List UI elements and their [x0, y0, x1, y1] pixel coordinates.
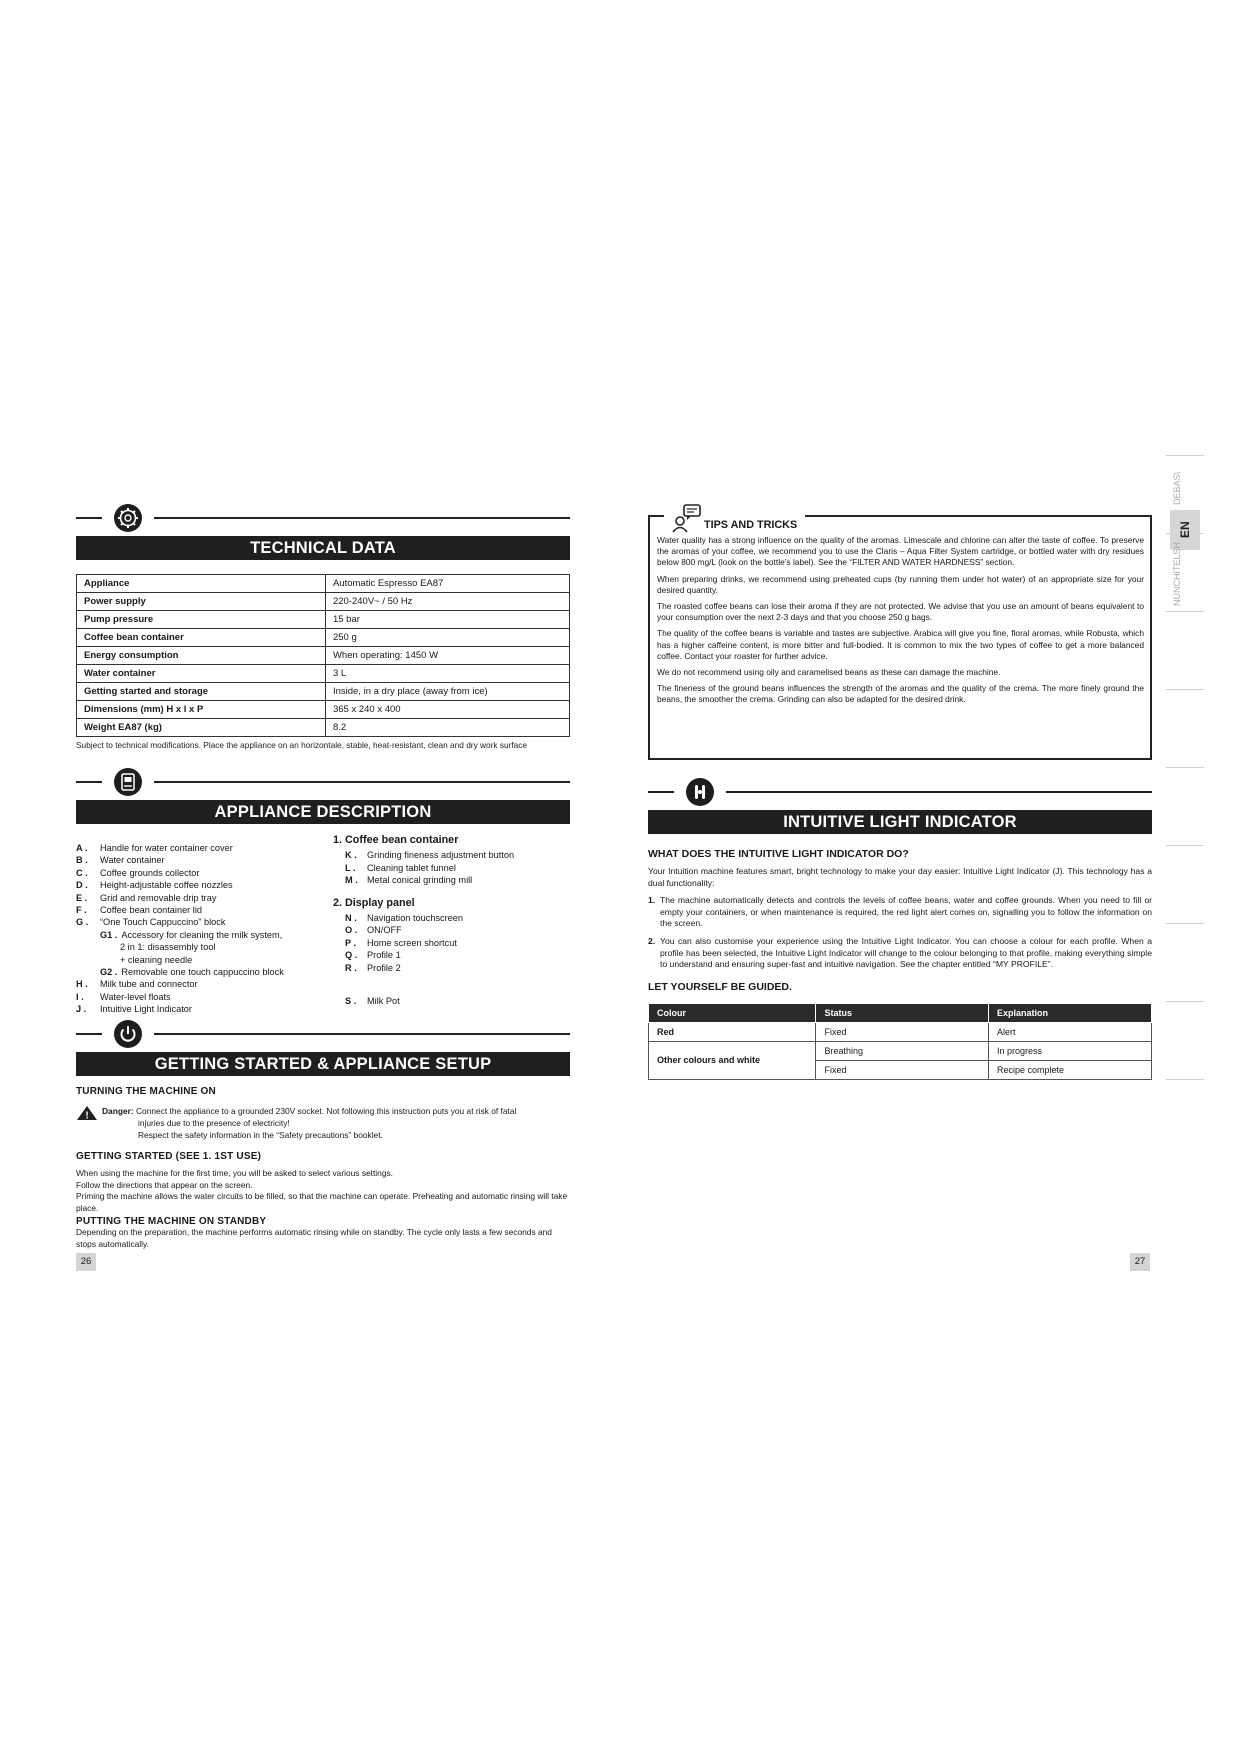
spec-value: When operating: 1450 W [325, 647, 569, 665]
list-item-tag: M . [345, 875, 358, 886]
spec-value: Inside, in a dry place (away from ice) [325, 683, 569, 701]
list-item [76, 991, 326, 1003]
item-text: You can also customise your experience using the Intuitive Light Indicator. You can choose a colour for each profile. When a profile has been selected, the Intuitive Light Indicator will change to the colour belonging to that profile, making everything simple to understand and ensuring super-fast and intuitive navigation. See the chapter entitled “MY PROFILE”. [660, 935, 1152, 970]
spec-label: Appliance [77, 575, 326, 593]
list-item [333, 937, 573, 949]
spec-label: Energy consumption [77, 647, 326, 665]
left-page [76, 500, 570, 1250]
list-item-tag: O . [345, 925, 358, 936]
technical-data-title: TECHNICAL DATA [76, 536, 570, 560]
table-row [77, 647, 570, 665]
list-item-text: Intuitive Light Indicator [100, 1004, 192, 1015]
list-item-tag: R . [345, 962, 357, 973]
list-item-text: Grid and removable drip tray [100, 892, 217, 903]
spec-value: 220-240V~ / 50 Hz [325, 593, 569, 611]
list-item-tag: I . [76, 991, 84, 1002]
list-item-tag: L . [345, 862, 356, 873]
list-item [76, 854, 326, 866]
list-item [333, 849, 573, 861]
list-item [333, 949, 573, 961]
language-tab-text: DEBAS\ [1172, 471, 1182, 505]
list-item-text: Profile 2 [367, 962, 401, 973]
table-header: Colour [649, 1003, 816, 1022]
appliance-description-list [76, 834, 570, 1016]
spec-value: 3 L [325, 665, 569, 683]
paragraph: Follow the directions that appear on the screen. [76, 1179, 253, 1190]
item-number: 2. [648, 935, 656, 946]
page-number-right: 27 [1130, 1253, 1150, 1271]
table-header: Status [816, 1003, 989, 1022]
list-item-text: Home screen shortcut [367, 937, 457, 948]
intuitive-light-title: INTUITIVE LIGHT INDICATOR [648, 810, 1152, 834]
list-item-text: Cleaning tablet funnel [367, 862, 456, 873]
list-item-text: Grinding fineness adjustment button [367, 850, 515, 861]
spec-label: Pump pressure [77, 611, 326, 629]
paragraph: Depending on the preparation, the machine performs automatic rinsing while on standby. The cycle only lasts a few seconds and stops automatically. [76, 1227, 552, 1249]
list-item-text: Coffee bean container lid [100, 905, 202, 916]
getting-started-title: GETTING STARTED & APPLIANCE SETUP [76, 1052, 570, 1076]
list-item-tag: K . [345, 850, 357, 861]
table-header: Explanation [989, 1003, 1152, 1022]
table-row [77, 683, 570, 701]
list-item-text: Profile 1 [367, 950, 401, 961]
spec-value: 15 bar [325, 611, 569, 629]
svg-text:!: ! [85, 1110, 89, 1121]
spec-value: 8.2 [325, 719, 569, 737]
section-display-panel: 2. Display panel [333, 896, 415, 909]
tip-paragraph: The fineness of the ground beans influences the strength of the aromas and the quality of the crema. The more finely ground the beans, the smoother the crema. Grinding can also be adapted for the desired drink. [657, 683, 1144, 705]
table-row [77, 611, 570, 629]
appliance-description-divider [76, 764, 570, 800]
list-item-tag: D . [76, 880, 88, 891]
list-item-tag: F . [76, 905, 87, 916]
heading-what-does-it-do: WHAT DOES THE INTUITIVE LIGHT INDICATOR DO? [648, 848, 909, 860]
language-label: EN [1178, 521, 1192, 538]
heading-getting-started: GETTING STARTED (SEE 1. 1ST USE) [76, 1151, 262, 1162]
chat-person-icon [672, 503, 702, 533]
danger-text: Connect the appliance to a grounded 230V socket. Not following this instruction puts you at risk of fatal [133, 1106, 517, 1116]
language-tab-text: NUNCHITELSH [1172, 541, 1182, 606]
list-item-text: Milk tube and connector [100, 979, 198, 990]
list-item-text: Navigation touchscreen [367, 913, 464, 924]
list-item [333, 874, 573, 886]
tips-header [664, 503, 805, 533]
tips-box [648, 515, 1152, 760]
paragraph: When using the machine for the first time, you will be asked to select various settings. [76, 1168, 394, 1178]
list-item-tag: E . [76, 892, 88, 903]
table-row [77, 575, 570, 593]
list-item [333, 912, 573, 924]
list-item-text: ON/OFF [367, 925, 402, 936]
list-item-text: Handle for water container cover [100, 843, 233, 853]
paragraph: Priming the machine allows the water circuits to be filled, so that the machine can operate. Preheating and automatic rinsing will take place. [76, 1191, 568, 1213]
list-item-tag: P . [345, 937, 357, 948]
paragraph: Your Intuition machine features smart, bright technology to make your day easier: Intuitive Light Indicator (J). This technology has a dual functionality: [648, 866, 1152, 888]
danger-line: Respect the safety information in the “Safety precautions” booklet. [138, 1130, 383, 1140]
table-row: Fixed Recipe complete [649, 1060, 1152, 1079]
table-row [77, 593, 570, 611]
list-item-text: “One Touch Cappuccino” block [100, 917, 226, 928]
numbered-item [648, 936, 1152, 971]
technical-note: Subject to technical modifications. Place the appliance on an horizontale, stable, heat-resistant, clean and dry work surface [76, 740, 528, 750]
list-item-continuation: 2 in 1: disassembly tool [120, 942, 216, 953]
list-item-text: Metal conical grinding mill [367, 875, 473, 886]
table-row: Other colours and white Breathing In progress [649, 1041, 1152, 1060]
intuitive-light-divider [648, 774, 1152, 810]
danger-notice [76, 1105, 570, 1141]
machine-icon [114, 768, 142, 796]
tips-title: TIPS AND TRICKS [704, 518, 798, 531]
list-item: S . Milk Pot [345, 996, 400, 1007]
list-item [76, 904, 326, 916]
list-item-tag: N . [345, 913, 357, 924]
spec-value: 365 x 240 x 400 [325, 701, 569, 719]
warning-icon [76, 1105, 98, 1121]
list-item-continuation: + cleaning needle [120, 954, 193, 965]
spec-label: Dimensions (mm) H x l x P [77, 701, 326, 719]
spec-value: 250 g [325, 629, 569, 647]
spec-label: Power supply [77, 593, 326, 611]
heading-standby: PUTTING THE MACHINE ON STANDBY [76, 1216, 267, 1227]
tip-paragraph: The roasted coffee beans can lose their aroma if they are not protected. We advise that you use an amount of beans equivalent to your consumption over the next 2-3 days and that you choose 250 g bags. [657, 601, 1144, 623]
danger-label: Danger: [102, 1106, 134, 1116]
list-item-tag: H . [76, 979, 88, 990]
list-item [76, 1003, 326, 1015]
list-item-text: Height-adjustable coffee nozzles [100, 880, 233, 891]
list-item-tag: A . [76, 843, 88, 853]
tip-paragraph: We do not recommend using oily and caramelised beans as these can damage the machine. [657, 667, 1001, 678]
spec-label: Getting started and storage [77, 683, 326, 701]
list-item-tag: J . [76, 1004, 87, 1015]
spec-label: Weight EA87 (kg) [77, 719, 326, 737]
list-item [76, 916, 326, 928]
danger-line: injuries due to the presence of electricity! [138, 1118, 290, 1128]
list-item-text: Water-level floats [100, 991, 171, 1002]
parts-list-left [76, 842, 326, 1016]
gear-icon [114, 504, 142, 532]
list-item-tag: G . [76, 917, 89, 928]
spec-label: Coffee bean container [77, 629, 326, 647]
list-item [333, 862, 573, 874]
list-item: G2 . Removable one touch cappuccino block [100, 967, 284, 978]
technical-data-table [76, 574, 570, 737]
power-icon [114, 1020, 142, 1048]
table-row [77, 719, 570, 737]
colour-status-table [648, 1003, 1152, 1080]
list-item [76, 879, 326, 891]
parts-list-right [333, 834, 573, 1007]
tip-paragraph: The quality of the coffee beans is variable and tastes are subjective. Arabica will give you fine, floral aromas, while Robusta, which has a higher caffeine content, is more bitter and full-bodied. It is common to mix the two types of coffee to get a more balanced coffee. Contact your roaster for further advice. [657, 628, 1144, 661]
list-item [76, 978, 326, 990]
indicator-icon [686, 778, 714, 806]
heading-let-yourself-be-guided: LET YOURSELF BE GUIDED. [648, 980, 792, 993]
tip-paragraph: Water quality has a strong influence on the quality of the aromas. Limescale and chlorine can alter the taste of coffee. To preserve the aromas of your coffee, we recommend you to use the Claris – Aqua Filter System cartridge, or bottled water with dry residues below 800 mg/L (look on the bottle’s label). See the “FILTER AND WATER HARDNESS” section. [657, 535, 1144, 568]
spec-value: Automatic Espresso EA87 [325, 575, 569, 593]
heading-turning-on: TURNING THE MACHINE ON [76, 1086, 216, 1097]
appliance-description-title: APPLIANCE DESCRIPTION [76, 800, 570, 824]
list-item-tag: B . [76, 855, 88, 866]
list-item-tag: Q . [345, 950, 358, 961]
table-row [77, 629, 570, 647]
list-item [76, 842, 326, 854]
list-item [333, 924, 573, 936]
right-page [648, 515, 1152, 1080]
list-item [76, 867, 326, 879]
table-row [77, 701, 570, 719]
list-item: G1 . Accessory for cleaning the milk system, [100, 929, 283, 940]
item-number: 1. [648, 895, 656, 906]
page-number-left: 26 [76, 1253, 96, 1271]
spec-label: Water container [77, 665, 326, 683]
section-coffee-bean-container: 1. Coffee bean container [333, 834, 459, 846]
list-item-text: Water container [100, 855, 165, 866]
list-item-text: Coffee grounds collector [100, 867, 200, 878]
list-item-tag: C . [76, 867, 88, 878]
getting-started-divider [76, 1016, 570, 1052]
table-row: Red Fixed Alert [649, 1022, 1152, 1041]
item-text: The machine automatically detects and controls the levels of coffee beans, water and coffee grounds. When you need to fill or empty your containers, or when maintenance is required, the red light alert comes on, signalling you to follow the information on the screen. [660, 895, 1152, 929]
numbered-item [648, 895, 1152, 930]
list-item [76, 892, 326, 904]
tip-paragraph: When preparing drinks, we recommend using preheated cups (by running them under hot water) of an appropriate size for your desired quantity. [657, 573, 1144, 595]
technical-data-divider [76, 500, 570, 536]
list-item [333, 962, 573, 974]
table-row [77, 665, 570, 683]
